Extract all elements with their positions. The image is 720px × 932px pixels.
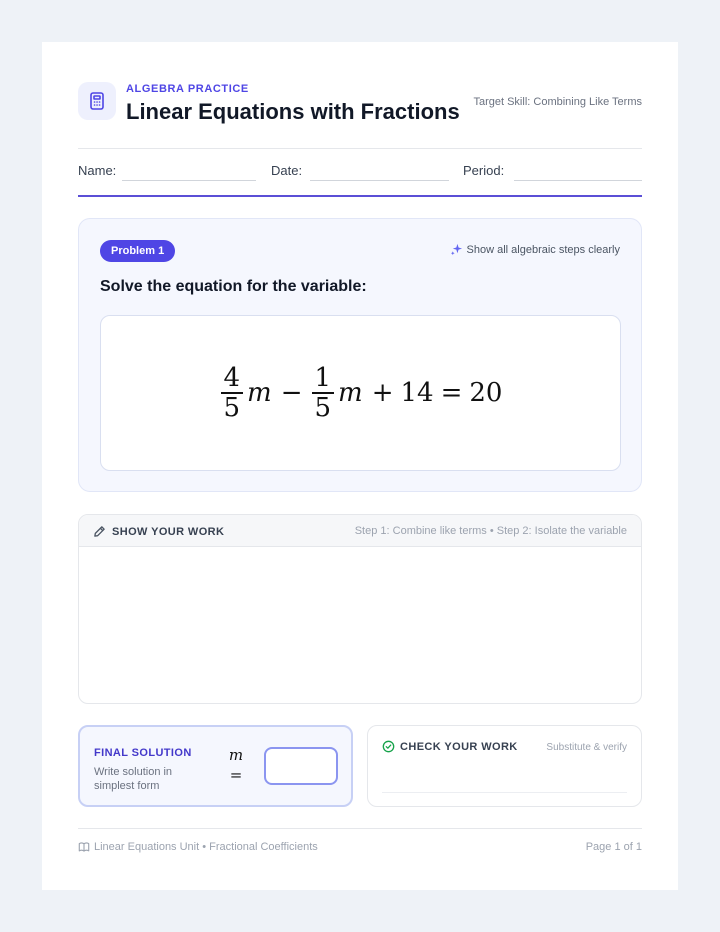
student-info-fields <box>78 160 642 182</box>
calculator-icon <box>78 82 116 120</box>
numerator: 1 <box>314 362 332 393</box>
answer-variable: m <box>228 746 244 764</box>
right-hand-side: 20 <box>469 378 503 408</box>
target-skill: Target Skill: Combining Like Terms <box>473 96 642 108</box>
subject-label: ALGEBRA PRACTICE <box>126 83 249 95</box>
name-field[interactable] <box>122 180 256 181</box>
answer-equals: = <box>229 766 243 784</box>
final-solution-card <box>78 725 353 807</box>
check-work-line[interactable] <box>382 792 627 793</box>
plus-operator: + <box>371 378 394 408</box>
worksheet <box>42 42 678 890</box>
variable: m <box>338 378 363 408</box>
date-label: Date: <box>271 163 303 178</box>
equation <box>219 364 503 423</box>
answer-variable-label <box>228 745 244 785</box>
date-field[interactable] <box>310 180 449 181</box>
footer-unit <box>78 841 318 853</box>
problem-badge: Problem 1 <box>100 240 175 262</box>
equals-operator: = <box>440 378 463 408</box>
check-work-title <box>382 740 518 753</box>
worksheet-title: Linear Equations with Fractions <box>126 99 460 124</box>
period-label: Period: <box>463 163 505 178</box>
period-field[interactable] <box>514 180 642 181</box>
steps-hint-text: Show all algebraic steps clearly <box>466 243 620 256</box>
pencil-icon <box>93 525 106 538</box>
problem-prompt: Solve the equation for the variable: <box>100 278 367 295</box>
footer-unit-text: Linear Equations Unit • Fractional Coefficients <box>94 841 318 853</box>
page-number: Page 1 of 1 <box>585 841 642 853</box>
denominator: 5 <box>314 392 332 423</box>
worksheet-header <box>78 82 642 132</box>
check-work-title-text: CHECK YOUR WORK <box>400 740 518 753</box>
answer-input[interactable] <box>264 747 338 785</box>
problem-card <box>78 218 642 492</box>
equation-box <box>100 315 621 471</box>
steps-hint <box>450 243 620 256</box>
header-divider <box>78 148 642 149</box>
sparkles-icon <box>450 243 463 256</box>
fraction-term-2 <box>312 364 335 423</box>
work-area-steps: Step 1: Combine like terms • Step 2: Isolate the variable <box>354 525 627 537</box>
final-solution-title: FINAL SOLUTION <box>94 747 192 759</box>
book-icon <box>78 841 90 853</box>
check-circle-icon <box>382 740 395 753</box>
check-work-card <box>367 725 642 807</box>
info-divider <box>78 195 642 197</box>
name-label: Name: <box>78 163 117 178</box>
minus-operator: − <box>280 378 303 408</box>
work-area[interactable] <box>78 514 642 704</box>
denominator: 5 <box>223 392 241 423</box>
work-area-title-text: SHOW YOUR WORK <box>112 525 225 538</box>
final-solution-instructions: Write solution in simplest form <box>94 766 173 792</box>
variable: m <box>247 378 272 408</box>
constant-term: 14 <box>400 378 434 408</box>
work-area-header <box>79 515 641 547</box>
check-work-hint: Substitute & verify <box>546 742 627 753</box>
numerator: 4 <box>223 362 241 393</box>
fraction-term-1 <box>221 364 244 423</box>
footer-divider <box>78 828 642 829</box>
work-area-title <box>93 525 224 538</box>
